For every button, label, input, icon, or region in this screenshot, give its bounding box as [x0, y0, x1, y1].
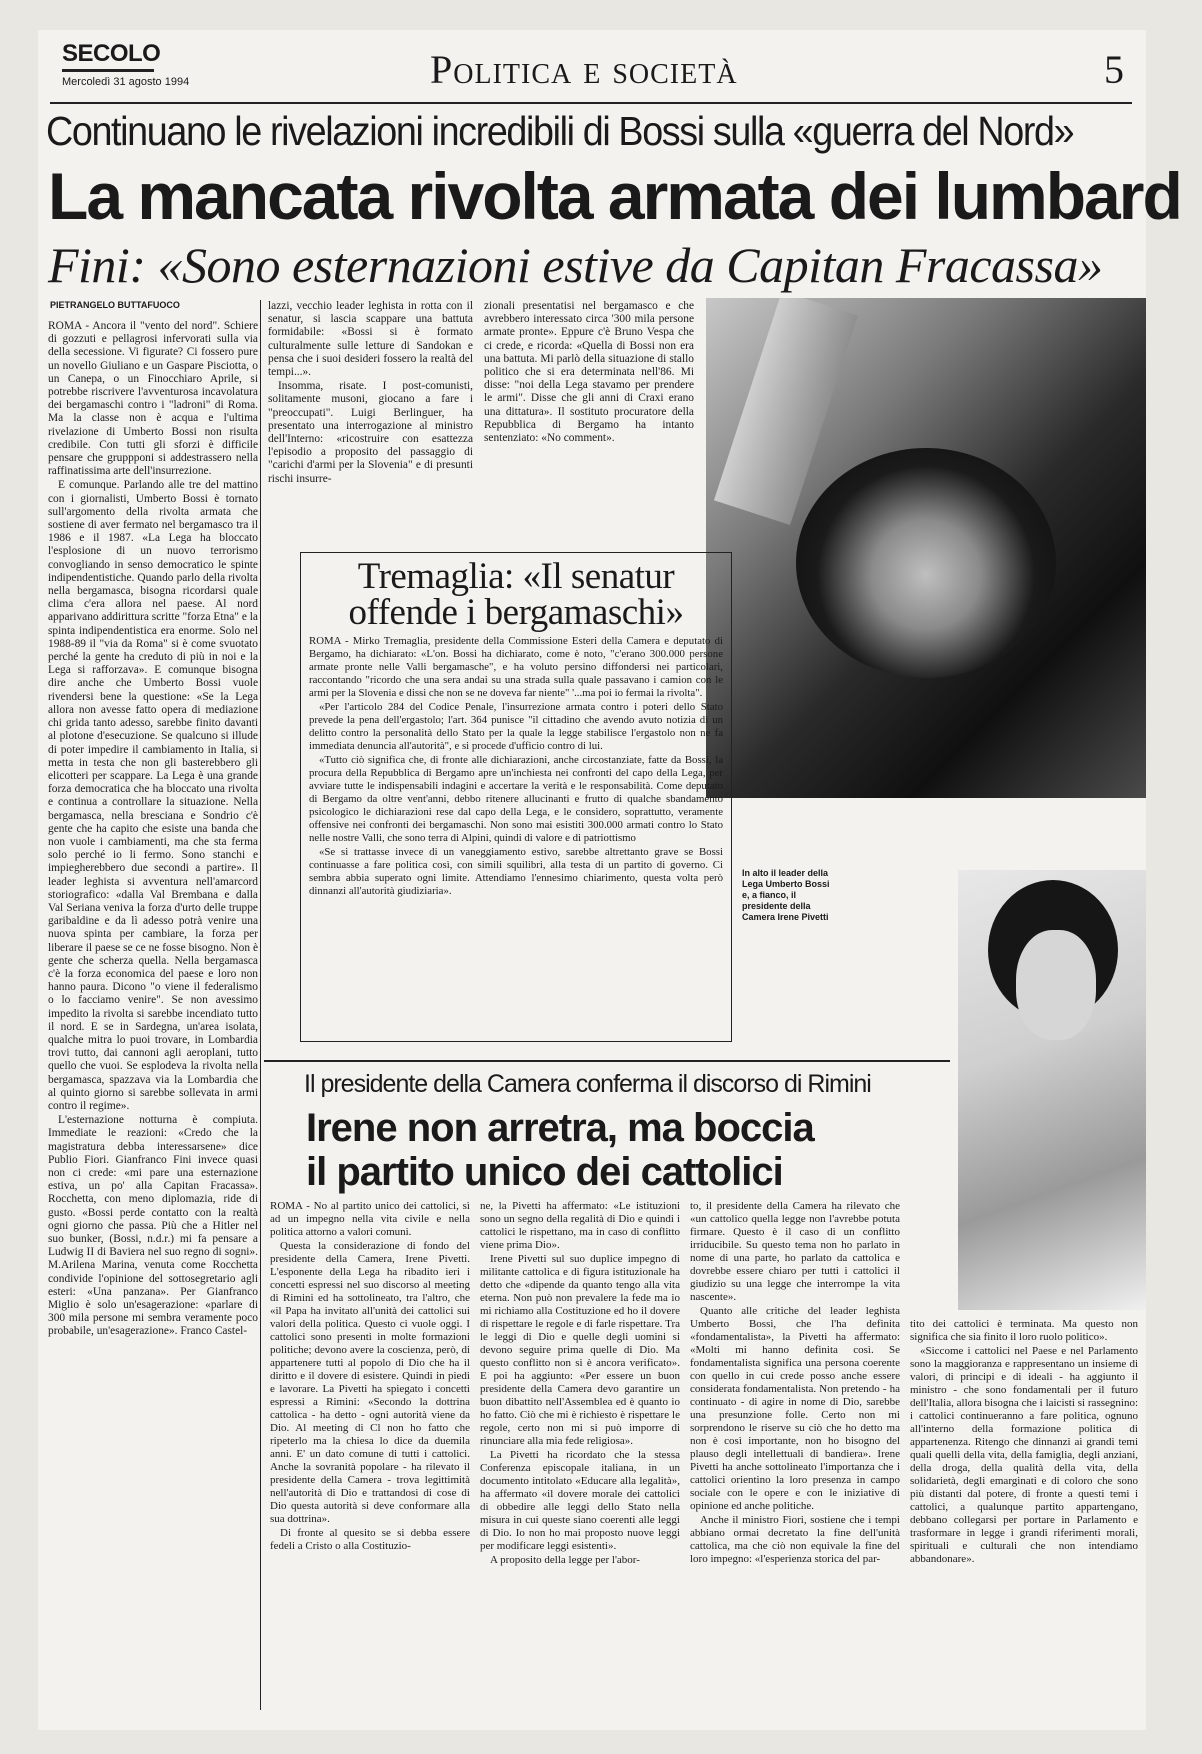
paragraph: «Per l'articolo 284 del Codice Penale, l'insurrezione armata contro i poteri dello Stato prevede la pena dell'ergastolo; l'art. 364 punisce "il cittadino che avendo avuto notizia di un delitto contro la personalità dello Stato per la quale la legge stabilisce l'ergastolo non ne fa immediata denuncia all'autorità", e si procede d'ufficio contro di lui. — [309, 701, 723, 752]
article1-column-2 — [268, 300, 473, 487]
newspaper-page — [38, 30, 1181, 1730]
paragraph: «Tutto ciò significa che, di fronte alle dichiarazioni, anche circostanziate, fatte da Bossi, la procura della Repubblica di Bergamo apre un'inchiesta nei confronti del capo della Lega, per avviare tutte le indispensabili indagini e accertare la verità e le responsabilità. Come deputato di Bergamo da oltre vent'anni, debbo ritenere allucinanti e frutto di qualche sbandamento psicologico le dichiarazioni rese dal capo della Lega, e le considero, soprattutto, veramente offensive nei confronti dei bergamaschi. Non sono mai esistiti 300.000 armati contro lo Stato nelle nostre Valli, che sono terra di Alpini, quindi di valore e di patriottismo — [309, 754, 723, 844]
newspaper-logo: SECOLO — [62, 40, 161, 67]
paragraph: Anche il ministro Fiori, sostiene che i tempi abbiano ormai decretato la fine dell'unità cattolica, ma che ciò non equivale la fine del loro impegno: «l'esperienza storica del par- — [690, 1514, 900, 1565]
tremaglia-box — [300, 552, 732, 1042]
article1-column-3 — [484, 300, 694, 446]
article1-subhead: Fini: «Sono esternazioni estive da Capitan Fracassa» — [48, 237, 1103, 293]
paragraph: L'esternazione notturna è compiuta. Immediate le reazioni: «Credo che la magistratura debba interessarsene» dice Publio Fiori. Gianfranco Fini invece quasi non ci crede: «mi pare una esternazione estiva, un po' alla Capitan Fracassa». Rocchetta, con meno diplomazia, ride di gusto. «Bossi perde contatto con la realtà ogni giorno che passa. Più che a Hitler nel suo bunker, (Bossi, n.d.r.) mi fa pensare a Ludwig II di Baviera nel suo regno di sogni». M.Arilena Marina, venuta come Rocchetta condivide l'opinione del sottosegretario agli esteri: «Una panzana». Per Gianfranco Miglio è solo un'esagerazione: «parlare di 300 mila persone mi sembra veramente poco probabile, un'esagerazione». Franco Castel- — [48, 1114, 258, 1338]
article1-byline: PIETRANGELO BUTTAFUOCO — [50, 300, 180, 310]
article1-headline: La mancata rivolta armata dei lumbard — [48, 159, 1181, 233]
paragraph: zionali presentatisi nel bergamasco e che avrebbero interessato circa '300 mila persone armate pronte». Eppure c'è Bruno Vespa che ci crede, e ricorda: «Quella di Bossi non era una battuta. Mi parlò della situazione di stallo politico che si era determinata nell'86. Mi disse: "noi della Lega stavamo per prendere le armi". Disse che gli anni di Craxi erano una dittatura». Il sostituto procuratore della Repubblica di Bergamo ha intanto sentenziato: «No comment». — [484, 300, 694, 445]
photo-caption: In alto il leader della Lega Umberto Bossi e, a fianco, il presidente della Camera Irene Pivetti — [742, 868, 830, 922]
column-rule — [260, 300, 261, 1710]
paragraph: ROMA - Mirko Tremaglia, presidente della Commissione Esteri della Camera e deputato di Bergamo, ha dichiarato: «L'on. Bossi ha dichiarato, come è noto, "c'erano 300.000 persone armate pronte nelle Valli bergamasche", e ha voluto persino diffondersi nei particolari, raccontando "ricordo che una sera andai su una strada sulla quale passavano i camion con le armi per la Slovenia e dissi che non se ne doveva far niente" '...ma poi io fermai la rivolta". — [309, 635, 723, 699]
article1-kicker: Continuano le rivelazioni incredibili di Bossi sulla «guerra del Nord» — [46, 108, 1074, 154]
article2-column-3 — [690, 1200, 900, 1567]
paragraph: Irene Pivetti sul suo duplice impegno di militante cattolica e di figura istituzionale ha detto che «dipende da quanto tengo alla vita eterna. Non può non prevalere la fede ma io mi richiamo alla Costituzione ed ho il dovere di rispettare le regole e di farle rispettare. Tra le leggi di Dio e quelle degli uomini si devono seguire prima quelle di Dio. Ma questo conflitto non si è ancora verificato». E poi ha aggiunto: «Per essere un buon presidente della Camera devo garantire un buon dibattito nell'Assemblea ed è quanto io ho fatto. Ciò che mi è richiesto è rispettare le regole, certo non mi si può imporre di rinunciare alla mia fede religiosa». — [480, 1253, 680, 1447]
article2-column-4 — [910, 1318, 1138, 1567]
paragraph: lazzi, vecchio leader leghista in rotta con il senatur, si lascia scappare una battuta formidabile: «Bossi si è formato culturalmente sulle letture di Sandokan e pensa che i suoi desideri fossero la realtà del tempi...». — [268, 300, 473, 379]
article2-column-1 — [270, 1200, 470, 1554]
article2-column-2 — [480, 1200, 680, 1568]
masthead — [50, 36, 1132, 104]
portrait-shape — [796, 448, 1056, 678]
portrait-face-shape — [1016, 930, 1096, 1040]
paragraph: ne, la Pivetti ha affermato: «Le istituzioni sono un segno della regalità di Dio e quindi i cattolici le rispettano, ma in caso di conflitto viene prima Dio». — [480, 1200, 680, 1251]
headline-line: Irene non arretra, ma boccia — [306, 1106, 814, 1150]
paragraph: «Siccome i cattolici nel Paese e nel Parlamento sono la maggioranza e rappresentano un insieme di valori, di principi e di ideali - ha aggiunto il ministro - che sono fondamentali per il futuro dell'Italia, allora bisogna che i laicisti si rassegnino: i cattolici continueranno a fare politica, ognuno all'interno della formazione politica di appartenenza. Ritengo che dinnanzi ai grandi temi quali quelli della vita, della famiglia, degli anziani, della droga, della qualità della vita, della solidarietà, degli emarginati e di coloro che sono più distanti dal potere, di fronte a questi temi i cattolici, a qualunque partito appartengano, debbano collegarsi per portare in Parlamento e trasformare in legge i grandi riferimenti morali, spirituali e culturali che non intendiamo abbandonare». — [910, 1345, 1138, 1565]
article2-kicker: Il presidente della Camera conferma il discorso di Rimini — [304, 1070, 871, 1098]
paragraph: Di fronte al quesito se si debba essere fedeli a Cristo o alla Costituzio- — [270, 1527, 470, 1552]
logo-underline — [62, 69, 154, 72]
paragraph: tito dei cattolici è terminata. Ma questo non significa che sia finito il loro ruolo politico». — [910, 1318, 1138, 1343]
bossi-photo — [706, 298, 1146, 798]
paragraph: ROMA - No al partito unico dei cattolici, sì ad un impegno nella vita civile e nella politica attorno a valori comuni. — [270, 1200, 470, 1238]
article1-column-1 — [48, 320, 258, 1340]
article2-headline — [306, 1106, 814, 1194]
paragraph: Quanto alle critiche del leader leghista Umberto Bossi, che l'ha definita «fondamentalista», la Pivetti ha affermato: «Molti mi hanno definita così. Se fondamentalista significa una persona coerente con quello in cui crede posso anche essere considerata fondamentalista. Non pretendo - ha continuato - di agire in nome di Dio, sarebbe una presunzione folle. Certo non mi sorprendono le riserve su ciò che ho detto ma non è così importante, non ho bisogno del plauso degli intellettuali di bandiera». Irene Pivetti ha anche sottolineato l'importanza che i cattolici orientino la loro presenza in campo sociale con le opere e con le iniziative di opinione ed anche politiche. — [690, 1305, 900, 1512]
section-title: Politica e società — [430, 47, 738, 92]
box-title: Tremaglia: «Il senatur offende i bergamaschi» — [348, 556, 684, 633]
pivetti-photo — [958, 870, 1146, 1310]
paragraph: Insomma, risate. I post-comunisti, solitamente musoni, giocano a fare i "preoccupati". Luigi Berlinguer, ha presentato una interrogazione al ministro dell'Interno: «ricostruire con esattezza l'episodio a proposito del passaggio di "carichi d'armi per la Slovenia" e di presunti rischi insurre- — [268, 380, 473, 485]
paragraph: Questa la considerazione di fondo del presidente della Camera, Irene Pivetti. L'esponente della Lega ha ribadito ieri i concetti espressi nel suo discorso al meeting di Rimini ed ha sottolineato, tra l'altro, che «il Papa ha invitato all'unità dei cattolici sui valori della politica. Questo ci vuole oggi. I cattolici sono presenti in molte formazioni politiche; devono avere la coscienza, però, di appartenere tutti al popolo di Dio che ha il diritto e il dovere di esistere. Quindi in piedi e lavorare. La Pivetti ha spiegato i concetti espressi a Rimini: «Secondo la dottrina cattolica - ha detto - ogni autorità viene da Dio. Al meeting di Cl non ho fatto che ripeterlo ma la chiesa lo dice da duemila anni. E' un dato comune di tutti i cattolici. Anche la sovranità popolare - ha rilevato il presidente della Camera - trova legittimità nell'autorità di Dio e trattandosi di cose di Dio questa autorità si deve conformare alla sua dottrina». — [270, 1240, 470, 1525]
paragraph: to, il presidente della Camera ha rilevato che «un cattolico quella legge non l'avrebbe potuta firmare. Questo è il caso di un conflitto irriducibile. Su questo tema non ho parlato in nome di una parte, ho parlato da cattolica e dovrebbe essere chiaro per tutti i cattolici il giudizio su una legge che interrompe la vita nascente». — [690, 1200, 900, 1303]
paragraph: E comunque. Parlando alle tre del mattino con i giornalisti, Umberto Bossi è tornato sull'argomento della rivolta armata che sostiene di aver fermato nel bergamasco tra il 1986 e il 1987. «La Lega ha bloccato l'esplosione di un nuovo terrorismo convogliando in senso democratico le spinte indipendentistiche. Quando parlo della rivolta nella bergamasca, bisogna ricordarsi quale clima c'era allora nel paese. Al nord apparivano addirittura scritte "forza Etna" e la spinta indipendentistica era enorme. Solo nel 1988-89 il "via da Roma" si è come svuotato perché la gente ha creduto di più in noi e la Lega si rafforzava». E comunque bisogna dire anche che Umberto Bossi vuole rivendersi bene la questione: «Se la Lega allora non avesse fatto opera di mediazione chi grida tanto adesso, sarebbe finito davanti al plotone d'esecuzione. Se qualcuno si illude di poter impedire il cambiamento in Italia, si metta in testa che non gli basterebbero gli elicotteri per scappare. La Lega è una grande forza democratica che ha bloccato una rivolta e continua a controllare la situazione. Nella bergamasca, nella bresciana e Sondrio c'è gente che ha capito che esiste una banda che non vuole i cambiamenti, ma che sta ferma solo perché io li fermo. Sono stanchi e impiegherebbero due secondi a partire». Il leader leghista si avventura nell'amarcord storiografico: «dalla Val Brembana e dalla Val Seriana veniva la forza d'urto delle truppe garibaldine e da lì adesso potrà venire una nuova spinta per cambiare, la forza per liberare il paese se ce ne fosse bisogno. Non è gente che scherza quella. Nella bergamasca c'è la forza economica del paese e loro non hanno paura. Dicono "o viene il federalismo o lo facciamo venire". Se non avessimo impedito la rivolta si sarebbe incendiato tutto il nord. E se in Sardegna, un'area isolata, qualche mitra lo puoi trovare, in Lombardia trovi tutto, dai cannoni agli aeroplani, tutto quello che vuoi. Se esplodeva la rivolta nella bergamasca, spazzava via la Lombardia che al quinto giorno si sarebbe sollevata in armi contro il regime». — [48, 479, 258, 1112]
issue-date: Mercoledì 31 agosto 1994 — [62, 76, 190, 88]
paragraph: ROMA - Ancora il "vento del nord". Schiere di gozzuti e pellagrosi infervorati sulla via della secessione. Vi figurate? Ci fossero pure un novello Giuliano e un Gaspare Pisciotta, o un Canepa, o un Finocchiaro Aprile, si potrebbe riscrivere l'avventurosa incavolatura dei bergamaschi contro i "ladroni" di Roma. Ma la classe non è acqua e l'ultima rivelazione di Umberto Bossi non risulta credibile. Con tutti gli sforzi è difficile pensare che gruppponi si addestrassero nella raffinatissima arte dell'insurrezione. — [48, 320, 258, 478]
box-text — [309, 635, 723, 899]
headline-line: il partito unico dei cattolici — [306, 1150, 783, 1194]
article2-top-rule — [264, 1060, 950, 1062]
page-number: 5 — [1104, 47, 1124, 92]
paragraph: A proposito della legge per l'abor- — [490, 1554, 640, 1566]
paragraph: «Se si trattasse invece di un vaneggiamento estivo, sarebbe altrettanto grave se Bossi continuasse a fare politica così, con simili squilibri, alla testa di un partito di governo. Ci sembra abbia superato ogni limite. Attendiamo l'ennesimo chiarimento, questa volta però dinnanzi all'autorità giudiziaria». — [309, 846, 723, 897]
paragraph: La Pivetti ha ricordato che la stessa Conferenza episcopale italiana, in un documento intitolato «Educare alla legalità», ha affermato «il dovere morale dei cattolici di obbedire alle leggi dello Stato nella misura in cui queste siano coerenti alle leggi di Dio. Io non ho mai proposto nuove leggi per modificare leggi esistenti». — [480, 1449, 680, 1552]
